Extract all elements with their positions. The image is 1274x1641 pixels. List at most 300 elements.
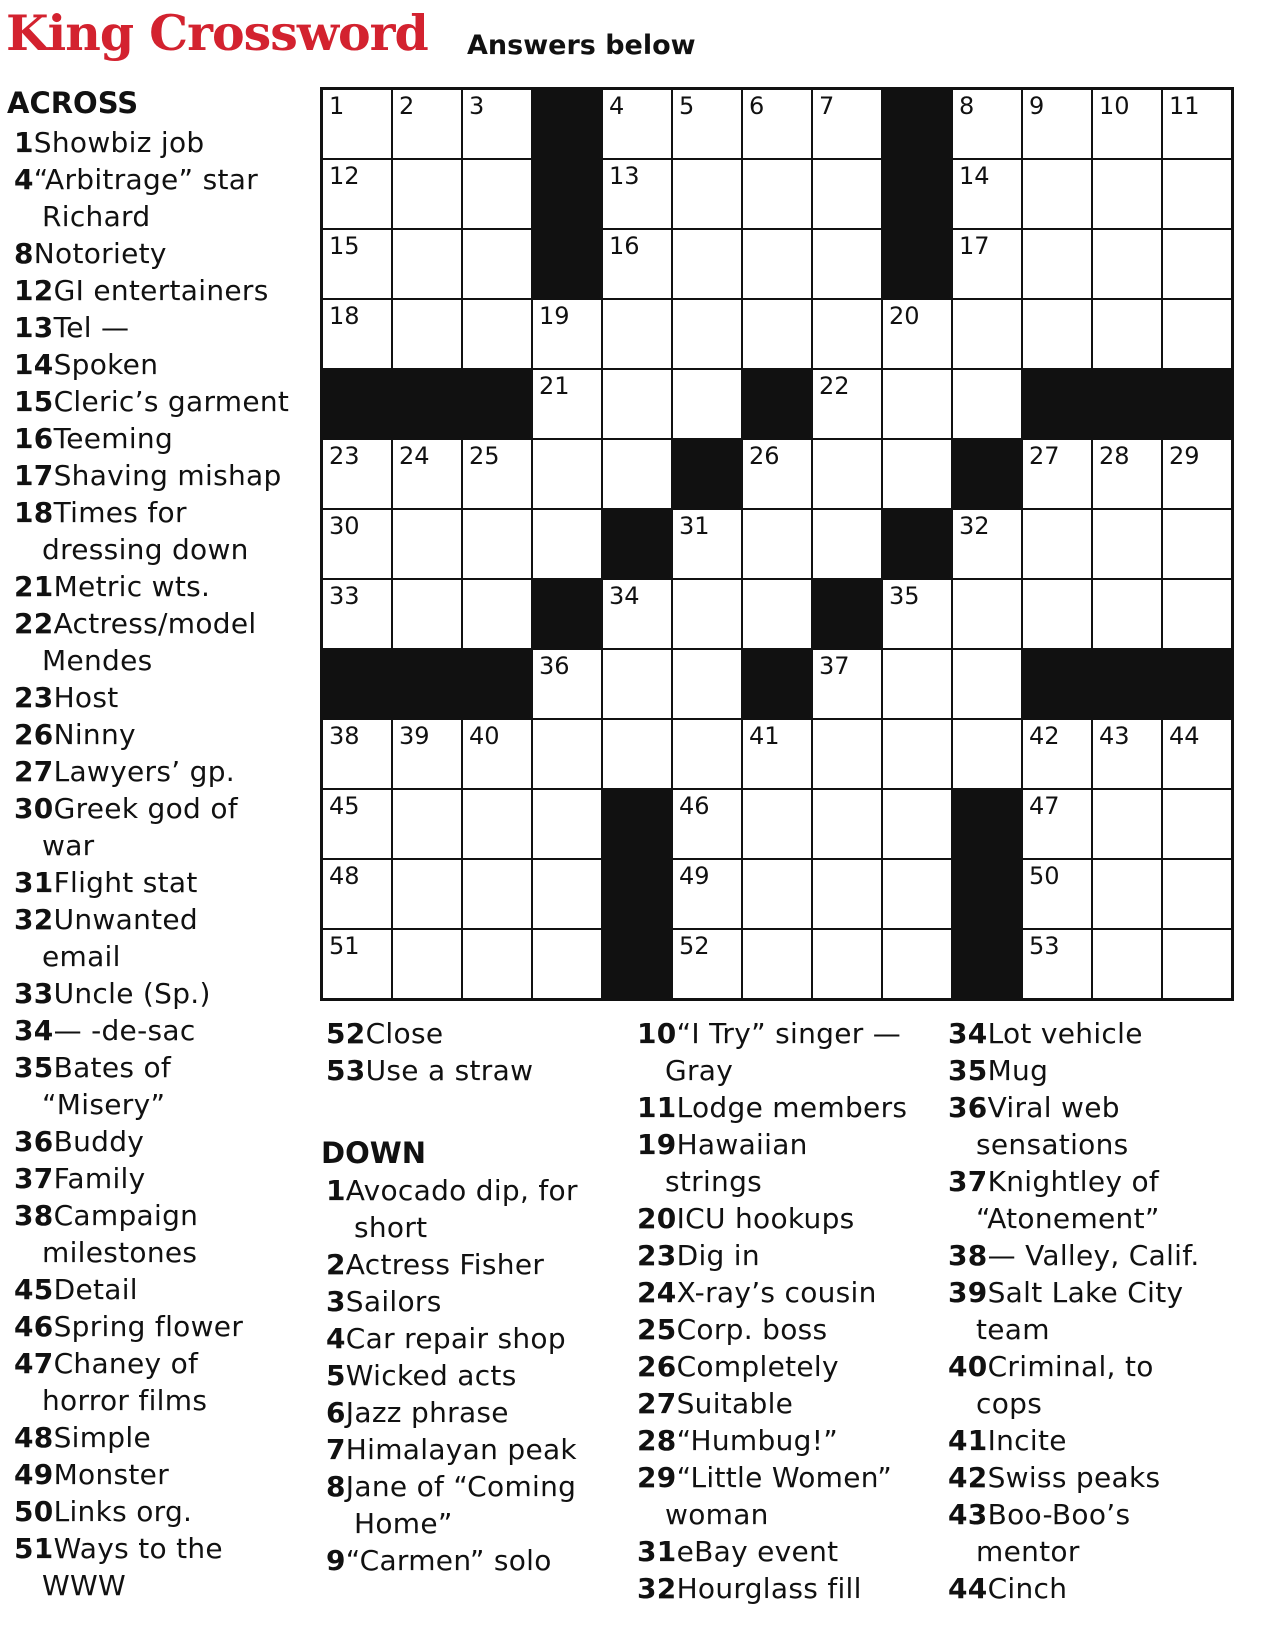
clue-number: 20 [637, 1202, 677, 1235]
down-clue [326, 1542, 552, 1579]
grid-cell[interactable] [393, 300, 461, 368]
grid-cell[interactable] [1093, 300, 1161, 368]
grid-cell[interactable] [1093, 440, 1161, 508]
grid-cell[interactable] [323, 160, 391, 228]
grid-cell[interactable] [743, 720, 811, 788]
grid-cell[interactable] [953, 90, 1021, 158]
grid-cell[interactable] [673, 650, 741, 718]
puzzle-title: King Crossword [6, 4, 428, 62]
grid-cell[interactable] [743, 90, 811, 158]
grid-cell[interactable] [603, 720, 671, 788]
down-clue [326, 1246, 544, 1283]
grid-cell[interactable] [1093, 160, 1161, 228]
grid-cell[interactable] [673, 790, 741, 858]
grid-cell[interactable] [953, 300, 1021, 368]
clue-number: 44 [948, 1572, 988, 1605]
across-clue [14, 1271, 138, 1308]
grid-cell[interactable] [1093, 580, 1161, 648]
clue-text: “Carmen” solo [345, 1544, 552, 1577]
grid-cell[interactable] [1093, 90, 1161, 158]
grid-cell[interactable] [463, 790, 531, 858]
grid-black-square [533, 160, 601, 228]
grid-cell[interactable] [743, 160, 811, 228]
grid-black-square [743, 370, 811, 438]
clue-text: eBay event [676, 1535, 839, 1568]
grid-cell[interactable] [883, 300, 951, 368]
clue-text: Greek god of [53, 792, 238, 825]
clue-number: 51 [14, 1532, 54, 1565]
grid-cell[interactable] [603, 650, 671, 718]
grid-cell[interactable] [463, 930, 531, 998]
clue-text: Knightley of [987, 1165, 1160, 1198]
grid-cell[interactable] [323, 860, 391, 928]
grid-cell[interactable] [533, 720, 601, 788]
grid-cell[interactable] [813, 90, 881, 158]
grid-cell[interactable] [323, 300, 391, 368]
clue-number: 29 [637, 1461, 677, 1494]
grid-cell[interactable] [603, 580, 671, 648]
clue-text: Close [365, 1017, 444, 1050]
across-clue [14, 975, 211, 1012]
grid-cell[interactable] [393, 580, 461, 648]
grid-cell[interactable] [813, 160, 881, 228]
grid-cell[interactable] [463, 300, 531, 368]
grid-cell[interactable] [1023, 90, 1091, 158]
clue-text: Shaving mishap [53, 459, 282, 492]
clue-text: Simple [53, 1421, 151, 1454]
grid-cell[interactable] [603, 370, 671, 438]
across-clue [14, 161, 258, 235]
grid-cell[interactable] [1163, 160, 1231, 228]
clue-text: Car repair shop [345, 1322, 566, 1355]
down-clue [948, 1274, 1183, 1348]
grid-cell[interactable] [323, 90, 391, 158]
cell-number: 33 [329, 582, 360, 610]
clue-text: Avocado dip, for [345, 1174, 578, 1207]
clue-text: — -de-sac [53, 1014, 196, 1047]
grid-cell[interactable] [533, 440, 601, 508]
grid-cell[interactable] [1023, 580, 1091, 648]
grid-cell[interactable] [1163, 580, 1231, 648]
across-clue [14, 1456, 169, 1493]
grid-cell[interactable] [1023, 230, 1091, 298]
clue-number: 18 [14, 496, 54, 529]
cell-number: 12 [329, 162, 360, 190]
clue-number: 30 [14, 792, 54, 825]
grid-black-square [533, 90, 601, 158]
cell-number: 51 [329, 932, 360, 960]
clue-text: Campaign [53, 1199, 199, 1232]
cell-number: 45 [329, 792, 360, 820]
grid-cell[interactable] [743, 580, 811, 648]
grid-cell[interactable] [953, 510, 1021, 578]
clue-text: Boo-Boo’s [987, 1498, 1131, 1531]
down-clue [637, 1533, 838, 1570]
grid-cell[interactable] [813, 510, 881, 578]
cell-number: 44 [1169, 722, 1200, 750]
grid-cell[interactable] [883, 790, 951, 858]
clue-number: 7 [326, 1433, 346, 1466]
grid-cell[interactable] [1093, 790, 1161, 858]
clue-text: Chaney of [53, 1347, 199, 1380]
clue-text: Detail [53, 1273, 138, 1306]
clue-text: “Little Women” [676, 1461, 893, 1494]
grid-cell[interactable] [1023, 720, 1091, 788]
grid-cell[interactable] [1163, 510, 1231, 578]
clue-number: 26 [14, 718, 54, 751]
clue-text: “Humbug!” [676, 1424, 839, 1457]
grid-cell[interactable] [393, 230, 461, 298]
grid-cell[interactable] [1023, 160, 1091, 228]
across-clue [14, 716, 136, 753]
grid-cell[interactable] [813, 650, 881, 718]
down-clue [637, 1348, 839, 1385]
across-clue [14, 420, 173, 457]
grid-cell[interactable] [673, 90, 741, 158]
grid-cell[interactable] [813, 370, 881, 438]
grid-cell[interactable] [1093, 860, 1161, 928]
cell-number: 37 [819, 652, 850, 680]
grid-cell[interactable] [1163, 790, 1231, 858]
clue-text-continued: WWW [42, 1569, 126, 1602]
grid-cell[interactable] [813, 720, 881, 788]
grid-cell[interactable] [883, 860, 951, 928]
clue-text: GI entertainers [53, 274, 269, 307]
grid-cell[interactable] [743, 300, 811, 368]
clue-text: Completely [676, 1350, 839, 1383]
clue-number: 9 [326, 1544, 346, 1577]
grid-cell[interactable] [673, 230, 741, 298]
clue-text: Metric wts. [53, 570, 211, 603]
grid-cell[interactable] [813, 440, 881, 508]
clue-text-continued: woman [665, 1498, 769, 1531]
clue-text: Suitable [676, 1387, 794, 1420]
across-clue [14, 272, 269, 309]
grid-black-square [1023, 370, 1091, 438]
grid-cell[interactable] [953, 650, 1021, 718]
grid-cell[interactable] [323, 230, 391, 298]
grid-cell[interactable] [603, 230, 671, 298]
clue-number: 36 [14, 1125, 54, 1158]
clue-text: Lodge members [676, 1091, 908, 1124]
down-clue [326, 1394, 509, 1431]
cell-number: 25 [469, 442, 500, 470]
clue-text-continued: sensations [976, 1128, 1129, 1161]
grid-cell[interactable] [673, 720, 741, 788]
grid-cell[interactable] [323, 440, 391, 508]
grid-cell[interactable] [1093, 720, 1161, 788]
clue-text-continued: dressing down [42, 533, 249, 566]
answers-note: Answers below [467, 30, 696, 61]
cell-number: 52 [679, 932, 710, 960]
cell-number: 43 [1099, 722, 1130, 750]
clue-number: 38 [948, 1239, 988, 1272]
grid-cell[interactable] [603, 90, 671, 158]
grid-cell[interactable] [463, 510, 531, 578]
grid-cell[interactable] [1093, 230, 1161, 298]
grid-cell[interactable] [1023, 790, 1091, 858]
down-clue [948, 1570, 1067, 1607]
grid-black-square [393, 370, 461, 438]
grid-cell[interactable] [533, 930, 601, 998]
clue-text: Ninny [53, 718, 136, 751]
clue-text: Viral web [987, 1091, 1120, 1124]
grid-cell[interactable] [1023, 930, 1091, 998]
down-clue [637, 1570, 862, 1607]
grid-cell[interactable] [323, 930, 391, 998]
grid-cell[interactable] [883, 440, 951, 508]
clue-number: 43 [948, 1498, 988, 1531]
down-clue [637, 1200, 855, 1237]
down-clue [637, 1459, 892, 1533]
clue-number: 31 [14, 866, 54, 899]
grid-cell[interactable] [1093, 510, 1161, 578]
cell-number: 8 [959, 92, 975, 120]
clue-text: Showbiz job [33, 126, 205, 159]
grid-cell[interactable] [393, 860, 461, 928]
grid-black-square [1023, 650, 1091, 718]
grid-cell[interactable] [463, 230, 531, 298]
clue-text-continued: Gray [665, 1054, 734, 1087]
grid-black-square [533, 230, 601, 298]
cell-number: 10 [1099, 92, 1130, 120]
grid-cell[interactable] [533, 300, 601, 368]
cell-number: 35 [889, 582, 920, 610]
grid-cell[interactable] [813, 790, 881, 858]
cell-number: 49 [679, 862, 710, 890]
grid-cell[interactable] [673, 370, 741, 438]
grid-cell[interactable] [323, 510, 391, 578]
grid-cell[interactable] [673, 510, 741, 578]
clue-text: Times for [53, 496, 187, 529]
grid-black-square [603, 790, 671, 858]
across-clue [14, 1493, 192, 1530]
cell-number: 20 [889, 302, 920, 330]
grid-cell[interactable] [883, 370, 951, 438]
clue-text: Incite [987, 1424, 1067, 1457]
grid-cell[interactable] [533, 650, 601, 718]
down-clue [637, 1311, 827, 1348]
cell-number: 36 [539, 652, 570, 680]
grid-cell[interactable] [813, 930, 881, 998]
clue-number: 33 [14, 977, 54, 1010]
cell-number: 27 [1029, 442, 1060, 470]
down-clue [948, 1422, 1067, 1459]
grid-cell[interactable] [883, 580, 951, 648]
clue-number: 8 [326, 1470, 346, 1503]
clue-number: 5 [326, 1359, 346, 1392]
grid-cell[interactable] [673, 580, 741, 648]
grid-cell[interactable] [393, 790, 461, 858]
clue-text: Corp. boss [676, 1313, 828, 1346]
clue-text: Family [53, 1162, 146, 1195]
cell-number: 7 [819, 92, 835, 120]
grid-cell[interactable] [463, 580, 531, 648]
grid-cell[interactable] [743, 510, 811, 578]
clue-number: 25 [637, 1313, 677, 1346]
grid-cell[interactable] [323, 580, 391, 648]
grid-cell[interactable] [463, 90, 531, 158]
grid-cell[interactable] [953, 160, 1021, 228]
grid-cell[interactable] [673, 300, 741, 368]
grid-cell[interactable] [1163, 90, 1231, 158]
clue-number: 46 [14, 1310, 54, 1343]
cell-number: 11 [1169, 92, 1200, 120]
clue-text-continued: “Atonement” [976, 1202, 1160, 1235]
grid-cell[interactable] [743, 930, 811, 998]
cell-number: 22 [819, 372, 850, 400]
grid-black-square [883, 90, 951, 158]
clue-text: Dig in [676, 1239, 760, 1272]
grid-cell[interactable] [953, 720, 1021, 788]
clue-number: 40 [948, 1350, 988, 1383]
clue-number: 4 [14, 163, 34, 196]
across-clue [14, 309, 129, 346]
cell-number: 34 [609, 582, 640, 610]
grid-cell[interactable] [1023, 510, 1091, 578]
grid-cell[interactable] [533, 370, 601, 438]
grid-cell[interactable] [393, 440, 461, 508]
cell-number: 23 [329, 442, 360, 470]
grid-cell[interactable] [1163, 720, 1231, 788]
grid-cell[interactable] [603, 160, 671, 228]
clue-number: 12 [14, 274, 54, 307]
grid-cell[interactable] [883, 650, 951, 718]
clue-number: 23 [637, 1239, 677, 1272]
clue-number: 45 [14, 1273, 54, 1306]
clue-number: 32 [637, 1572, 677, 1605]
grid-cell[interactable] [393, 930, 461, 998]
cell-number: 21 [539, 372, 570, 400]
grid-black-square [1163, 370, 1231, 438]
grid-cell[interactable] [743, 440, 811, 508]
grid-cell[interactable] [603, 300, 671, 368]
clue-text-continued: team [976, 1313, 1050, 1346]
clue-number: 53 [326, 1054, 366, 1087]
across-clue [14, 605, 256, 679]
grid-cell[interactable] [1163, 930, 1231, 998]
grid-cell[interactable] [1023, 860, 1091, 928]
grid-black-square [953, 860, 1021, 928]
down-clue [326, 1468, 576, 1542]
clue-number: 52 [326, 1017, 366, 1050]
clue-text: Hourglass fill [676, 1572, 862, 1605]
clue-text: Cinch [987, 1572, 1068, 1605]
grid-cell[interactable] [953, 580, 1021, 648]
clue-number: 4 [326, 1322, 346, 1355]
clue-text-continued: cops [976, 1387, 1043, 1420]
clue-text: X-ray’s cousin [676, 1276, 877, 1309]
clue-text: Cleric’s garment [53, 385, 290, 418]
grid-cell[interactable] [813, 230, 881, 298]
grid-cell[interactable] [883, 930, 951, 998]
grid-cell[interactable] [323, 720, 391, 788]
grid-cell[interactable] [463, 160, 531, 228]
clue-number: 19 [637, 1128, 677, 1161]
grid-cell[interactable] [743, 790, 811, 858]
down-clue [948, 1348, 1154, 1422]
down-clue [637, 1089, 907, 1126]
cell-number: 53 [1029, 932, 1060, 960]
down-clue [326, 1357, 517, 1394]
grid-cell[interactable] [393, 160, 461, 228]
grid-cell[interactable] [1093, 930, 1161, 998]
grid-cell[interactable] [393, 510, 461, 578]
cell-number: 24 [399, 442, 430, 470]
cell-number: 2 [399, 92, 415, 120]
grid-cell[interactable] [603, 440, 671, 508]
grid-black-square [883, 510, 951, 578]
down-clue [948, 1163, 1160, 1237]
grid-cell[interactable] [953, 230, 1021, 298]
grid-cell[interactable] [463, 860, 531, 928]
clue-text: Sailors [345, 1285, 442, 1318]
grid-cell[interactable] [1163, 860, 1231, 928]
grid-cell[interactable] [883, 720, 951, 788]
clue-text: Jane of “Coming [345, 1470, 577, 1503]
grid-cell[interactable] [1023, 300, 1091, 368]
clue-text-continued: war [42, 829, 95, 862]
clue-number: 22 [14, 607, 54, 640]
grid-cell[interactable] [673, 160, 741, 228]
grid-cell[interactable] [1163, 440, 1231, 508]
grid-cell[interactable] [813, 860, 881, 928]
grid-black-square [673, 440, 741, 508]
grid-black-square [603, 860, 671, 928]
clue-number: 16 [14, 422, 54, 455]
across-clue [14, 1160, 145, 1197]
grid-cell[interactable] [673, 860, 741, 928]
grid-cell[interactable] [953, 370, 1021, 438]
clue-number: 6 [326, 1396, 346, 1429]
grid-cell[interactable] [1163, 300, 1231, 368]
grid-cell[interactable] [393, 720, 461, 788]
clue-text-continued: “Misery” [42, 1088, 166, 1121]
clue-number: 26 [637, 1350, 677, 1383]
down-clue [326, 1431, 577, 1468]
across-clue [14, 1197, 198, 1271]
grid-cell[interactable] [813, 300, 881, 368]
cell-number: 29 [1169, 442, 1200, 470]
grid-cell[interactable] [393, 90, 461, 158]
grid-cell[interactable] [463, 440, 531, 508]
clue-number: 17 [14, 459, 54, 492]
grid-cell[interactable] [1023, 440, 1091, 508]
clue-number: 32 [14, 903, 54, 936]
grid-cell[interactable] [533, 790, 601, 858]
grid-cell[interactable] [533, 860, 601, 928]
down-clue [637, 1237, 760, 1274]
cell-number: 17 [959, 232, 990, 260]
across-clue [14, 864, 198, 901]
cell-number: 38 [329, 722, 360, 750]
clue-text: Swiss peaks [987, 1461, 1161, 1494]
clue-number: 28 [637, 1424, 677, 1457]
grid-cell[interactable] [743, 230, 811, 298]
grid-cell[interactable] [323, 790, 391, 858]
clue-text: Himalayan peak [345, 1433, 577, 1466]
grid-cell[interactable] [673, 930, 741, 998]
cell-number: 48 [329, 862, 360, 890]
down-heading: DOWN [321, 1136, 426, 1170]
grid-cell[interactable] [533, 510, 601, 578]
clue-text: Host [53, 681, 119, 714]
grid-cell[interactable] [463, 720, 531, 788]
clue-text-continued: strings [665, 1165, 763, 1198]
grid-cell[interactable] [743, 860, 811, 928]
crossword-grid [320, 87, 1234, 1001]
grid-cell[interactable] [1163, 230, 1231, 298]
